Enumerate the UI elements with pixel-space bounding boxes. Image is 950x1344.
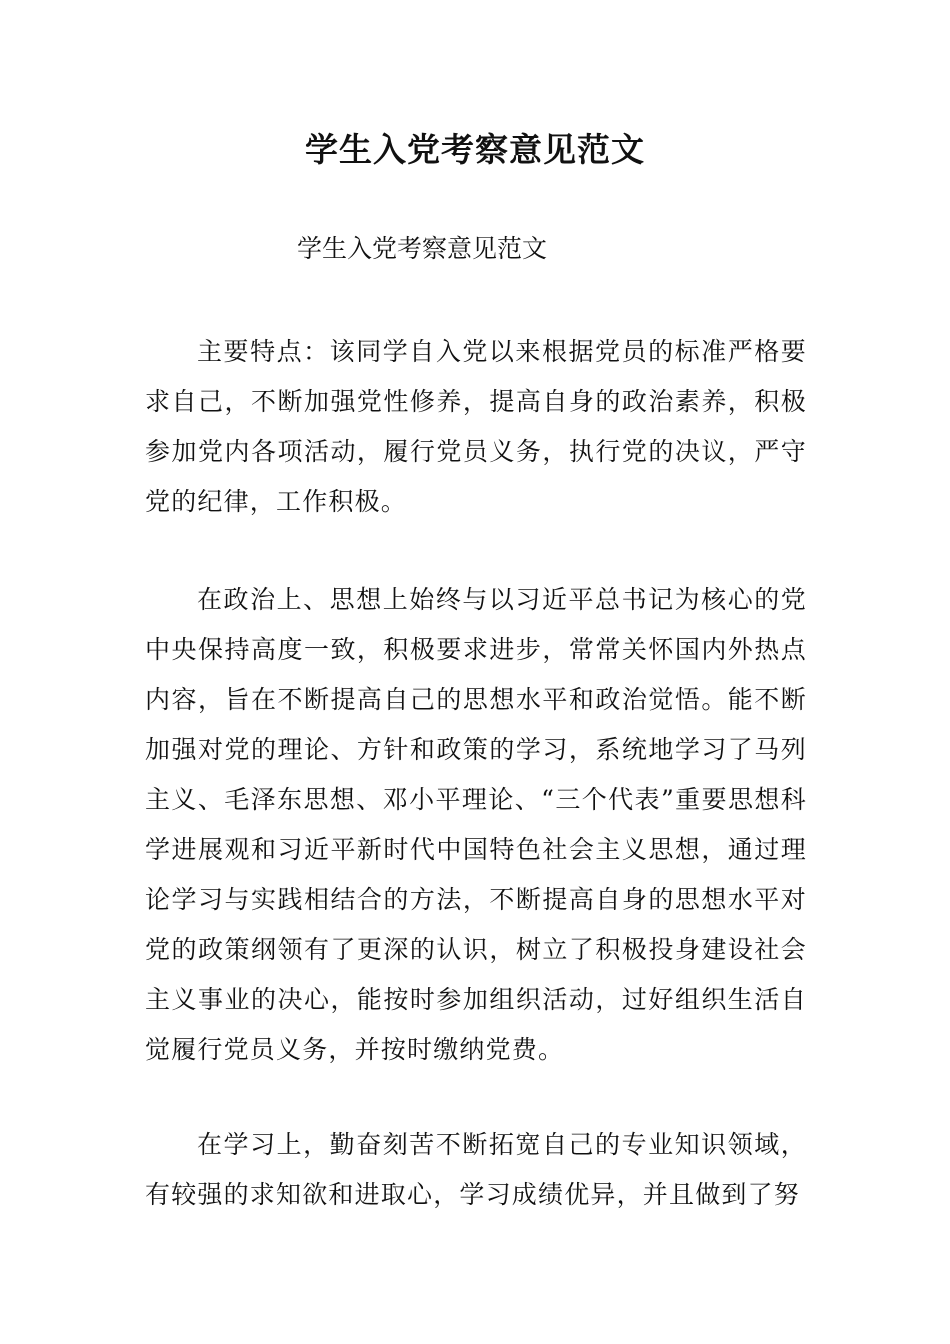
paragraph-main-features: 主要特点：该同学自入党以来根据党员的标准严格要求自己，不断加强党性修养，提高自身的政治素养，积极参加党内各项活动，履行党员义务，执行党的决议，严守党的纪律，工作积极。 <box>145 337 807 516</box>
document-subtitle: 学生入党考察意见范文 <box>297 234 548 263</box>
document-title: 学生入党考察意见范文 <box>305 130 645 169</box>
paragraph-study: 在学习上，勤奋刻苦不断拓宽自己的专业知识领域，有较强的求知欲和进取心，学习成绩优异，并且做到了努 <box>145 1130 807 1209</box>
paragraph-political-thought: 在政治上、思想上始终与以习近平总书记为核心的党中央保持高度一致，积极要求进步，常常关怀国内外热点内容，旨在不断提高自己的思想水平和政治觉悟。能不断加强对党的理论、方针和政策的学习，系统地学习了马列主义、毛泽东思想、邓小平理论、“三个代表”重要思想科学进展观和习近平新时代中国特色社会主义思想，通过理论学习与实践相结合的方法，不断提高自身的思想水平对党的政策纲领有了更深的认识，树立了积极投身建设社会主义事业的决心，能按时参加组织活动，过好组织生活自觉履行党员义务，并按时缴纳党费。 <box>145 585 807 1064</box>
